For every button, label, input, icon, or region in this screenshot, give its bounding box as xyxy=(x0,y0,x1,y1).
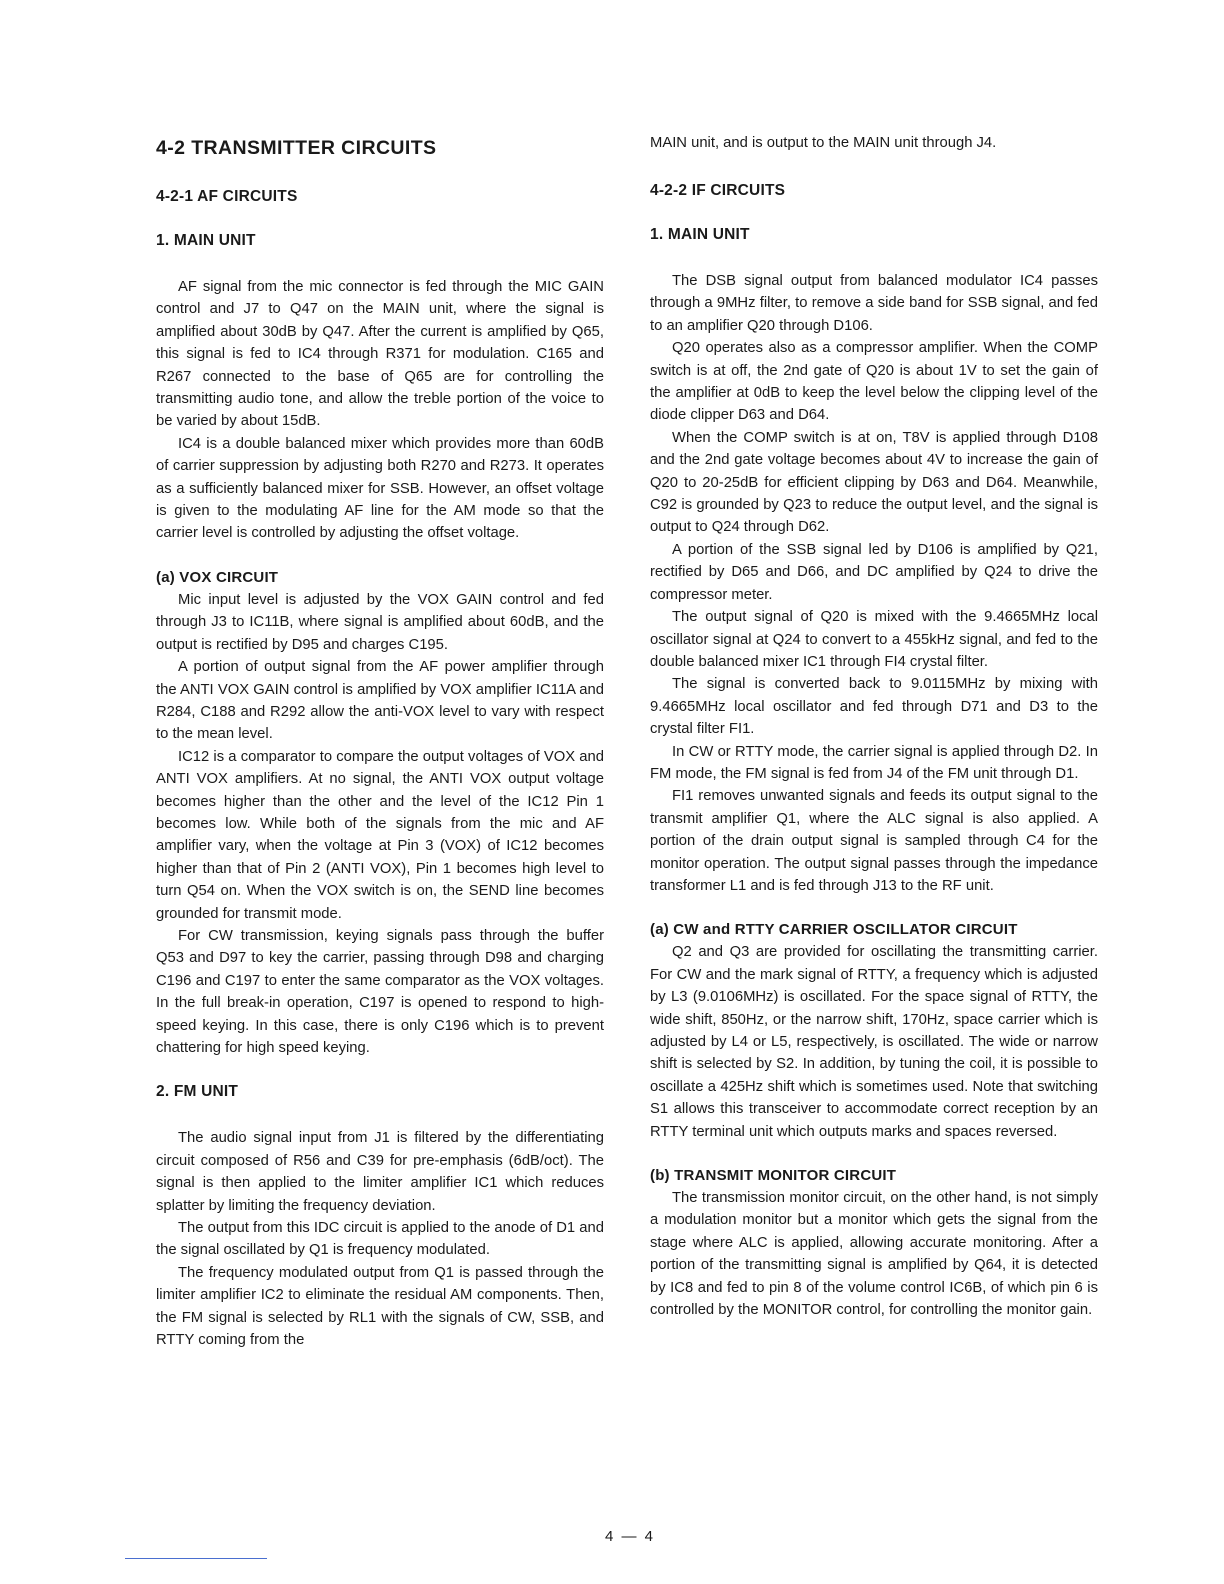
fm-paragraph-3: The frequency modulated output from Q1 is passed through the limiter amplifier IC2 to eliminate the residual AM components. Then, the FM signal is selected by RL1 with the signals of CW, SSB, and RTTY coming from the xyxy=(156,1264,604,1349)
fm-paragraph-1: The audio signal input from J1 is filtered by the differentiating circuit composed of R56 and C39 for pre-emphasis (6dB/oct). The signal is then applied to the limiter amplifier IC1 which reduces splatter by limiting the frequency deviation. xyxy=(156,1130,604,1214)
if-paragraph-3: When the COMP switch is at on, T8V is applied through D108 and the 2nd gate voltage becomes about 4V to increase the gain of Q20 to 20-25dB for efficient clipping by D63 and D64. Meanwhile, C92 is grounded by Q23 to reduce the output level, and the signal is output to Q24 through D62. xyxy=(650,429,1098,536)
main-paragraph-2: IC4 is a double balanced mixer which provides more than 60dB of carrier suppression by adjusting both R270 and R273. It operates as a sufficiently balanced mixer for SSB. However, an offset voltage is given to the modulating AF line for the AM mode so that the carrier level is controlled by adjusting the offset voltage. xyxy=(156,435,604,542)
monitor-paragraph-1: The transmission monitor circuit, on the other hand, is not simply a modulation monitor but a monitor which gets the signal from the stage where ALC is applied, allowing accurate monitoring. After a portion of the transmitting signal is amplified by Q64, it is detected by IC8 and fed to pin 8 of the volume control IC6B, of which pin 6 is controlled by the MONITOR control, for controlling the monitor gain. xyxy=(650,1190,1098,1319)
if-paragraph-1: The DSB signal output from balanced modulator IC4 passes through a 9MHz filter, to remove a side band for SSB signal, and fed to an amplifier Q20 through D106. xyxy=(650,273,1098,334)
fm-paragraph-2: The output from this IDC circuit is applied to the anode of D1 and the signal oscillated by Q1 is frequency modulated. xyxy=(156,1220,604,1259)
if-paragraph-4: A portion of the SSB signal led by D106 is amplified by Q21, rectified by D65 and D66, and DC amplified by Q24 to drive the compressor meter. xyxy=(650,541,1098,603)
left-column xyxy=(156,130,604,1351)
main-paragraph-1: AF signal from the mic connector is fed through the MIC GAIN control and J7 to Q47 on the MAIN unit, where the signal is amplified about 30dB by Q47. After the current is amplified by Q65, this signal is fed to IC4 through R371 for modulation. C165 and R267 connected to the base of Q65 are for controlling the transmitting audio tone, and allow the treble portion of the voice to be varied by about 15dB. xyxy=(156,279,604,430)
if-paragraph-5: The output signal of Q20 is mixed with the 9.4665MHz local oscillator signal at Q24 to convert to a 455kHz signal, and fed to the double balanced mixer IC1 through FI4 crystal filter. xyxy=(650,609,1098,670)
section-title: 4-2 TRANSMITTER CIRCUITS xyxy=(156,137,437,159)
cw-rtty-heading: (a) CW and RTTY CARRIER OSCILLATOR CIRCUIT xyxy=(650,921,1018,939)
right-column xyxy=(650,130,1098,1321)
if-circuits-heading: 4-2-2 IF CIRCUITS xyxy=(650,182,786,199)
if-paragraph-6: The signal is converted back to 9.0115MHz by mixing with 9.4665MHz local oscillator and fed through D71 and D3 to the crystal filter FI1. xyxy=(650,676,1098,738)
if-main-unit-heading: 1. MAIN UNIT xyxy=(650,226,750,243)
vox-paragraph-4: For CW transmission, keying signals pass through the buffer Q53 and D97 to key the carrier, passing through D98 and charging C196 and C197 to enter the same comparator as the VOX voltages. In the full break-in operation, C197 is opened to respond to high-speed keying. In this case, there is only C196 which is to prevent chattering for high speed keying. xyxy=(156,927,604,1056)
if-paragraph-2: Q20 operates also as a compressor amplifier. When the COMP switch is at off, the 2nd gate of Q20 is about 1V to set the gain of the amplifier at 0dB to keep the level below the clipping level of the diode clipper D63 and D64. xyxy=(650,340,1098,424)
if-paragraph-8: FI1 removes unwanted signals and feeds its output signal to the transmit amplifier Q1, where the ALC signal is also applied. A portion of the drain output signal is sampled through C4 for the monitor operation. The output signal passes through the impedance transformer L1 and is fed through J13 to the RF unit. xyxy=(650,788,1098,894)
cw-paragraph-1: Q2 and Q3 are provided for oscillating the transmitting carrier. For CW and the mark signal of RTTY, a frequency which is adjusted by L3 (9.0106MHz) is oscillated. For the space signal of RTTY, the wide shift, 850Hz, or the narrow shift, 170Hz, space carrier which is adjusted by L4 or L5, respectively, is oscillated. The wide or narrow shift is selected by S2. In addition, by tuning the coil, it is possible to oscillate a 425Hz shift which is sometimes used. Note that switching S1 allows this transceiver to accommodate correct reception by an RTTY terminal unit which outputs marks and spaces reversed. xyxy=(650,944,1098,1140)
af-circuits-heading: 4-2-1 AF CIRCUITS xyxy=(156,188,298,205)
vox-paragraph-1: Mic input level is adjusted by the VOX GAIN control and fed through J3 to IC11B, where signal is amplified about 60dB, and the output is rectified by D95 and charges C195. xyxy=(156,591,604,653)
continued-line: MAIN unit, and is output to the MAIN unit through J4. xyxy=(650,135,997,151)
page-number: 4 — 4 xyxy=(604,1528,656,1545)
vox-circuit-heading: (a) VOX CIRCUIT xyxy=(156,568,279,586)
footer-divider xyxy=(125,1558,267,1559)
transmit-monitor-heading: (b) TRANSMIT MONITOR CIRCUIT xyxy=(650,1167,897,1185)
if-paragraph-7: In CW or RTTY mode, the carrier signal is applied through D2. In FM mode, the FM signal is fed from J4 of the FM unit through D1. xyxy=(650,743,1098,782)
fm-unit-heading: 2. FM UNIT xyxy=(156,1083,239,1101)
main-unit-heading: 1. MAIN UNIT xyxy=(156,232,256,249)
vox-paragraph-2: A portion of output signal from the AF power amplifier through the ANTI VOX GAIN control is amplified by VOX amplifier IC11A and R284, C188 and R292 allow the anti-VOX level to vary with respect to the mean level. xyxy=(156,659,604,743)
vox-paragraph-3: IC12 is a comparator to compare the output voltages of VOX and ANTI VOX amplifiers. At no signal, the ANTI VOX output voltage becomes higher than the other and the level of the IC12 Pin 1 becomes low. While both of the signals from the mic and AF amplifier vary, when the voltage at Pin 3 (VOX) of IC12 becomes higher than that of Pin 2 (ANTI VOX), Pin 1 becomes high level to turn Q54 on. When the VOX switch is on, the SEND line becomes grounded for transmit mode. xyxy=(156,748,604,922)
